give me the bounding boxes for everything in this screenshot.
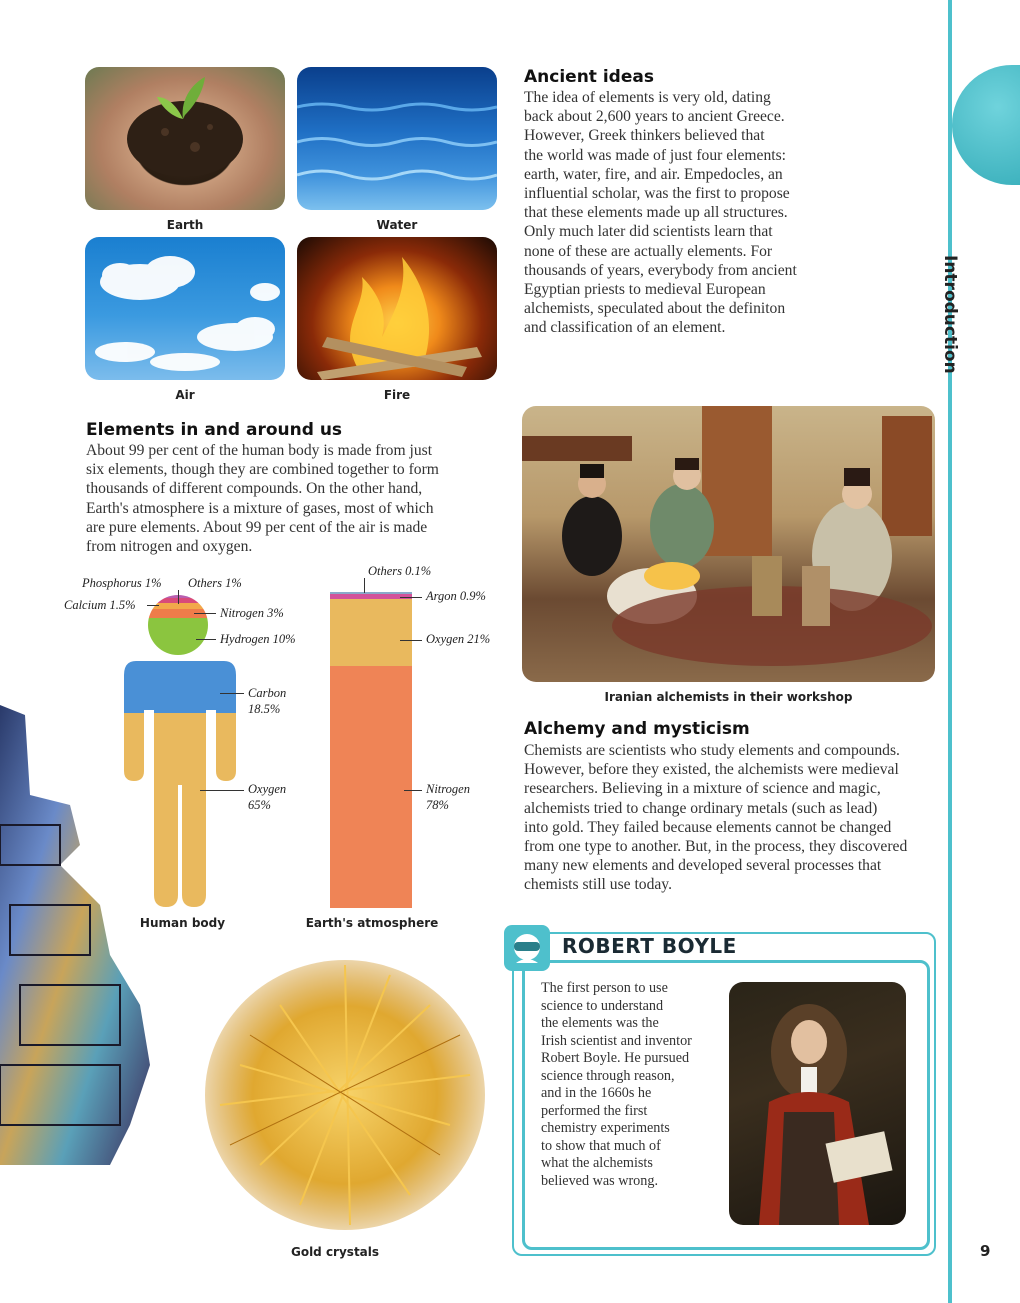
portrait-figure-icon <box>729 982 906 1225</box>
section-title: Introduction <box>940 255 960 374</box>
section-tab <box>952 65 1020 185</box>
text-line: many new elements and developed several processes that <box>524 857 882 875</box>
human-body-caption: Human body <box>139 916 226 930</box>
text-line: and in the 1660s he <box>541 1085 652 1101</box>
others-atm-label: Others 0.1% <box>368 564 432 578</box>
text-line: and classification of an element. <box>524 319 726 337</box>
around-heading: Elements in and around us <box>86 420 343 440</box>
hydrogen-label: Hydrogen 10% <box>220 632 296 646</box>
text-line: that these elements made up all structures. <box>524 204 788 222</box>
leader-line <box>400 597 422 598</box>
scientist-goggles-icon <box>504 925 550 971</box>
gold-crystals-icon <box>200 945 490 1240</box>
atmosphere-bar <box>330 590 412 908</box>
argon-label: Argon 0.9% <box>426 589 486 603</box>
bar-others-atm <box>330 592 412 594</box>
text-line: into gold. They failed because elements cannot be changed <box>524 818 892 836</box>
text-line: chemistry experiments <box>541 1120 670 1136</box>
fire-photo <box>297 237 497 380</box>
water-photo <box>297 67 497 210</box>
ancient-heading: Ancient ideas <box>524 67 654 87</box>
others-body-label: Others 1% <box>188 576 242 590</box>
bar-nitrogen-atm <box>330 666 412 908</box>
text-line: performed the first <box>541 1102 648 1119</box>
text-line: Chemists are scientists who study elements and compounds. <box>524 742 900 759</box>
calcium-label: Calcium 1.5% <box>64 598 136 612</box>
phosphorus-label: Phosphorus 1% <box>82 576 162 590</box>
nitrogen-atm-label: Nitrogen 78% <box>426 782 470 812</box>
leader-line <box>147 605 159 606</box>
text-line: About 99 per cent of the human body is made from just <box>86 442 433 459</box>
around-text <box>86 441 486 556</box>
earth-photo <box>85 67 285 210</box>
text-line: the elements was the <box>541 1015 659 1031</box>
text-line: researchers. Believing in a mixture of science and magic, <box>524 780 881 798</box>
side-rule <box>948 0 952 1303</box>
text-line: Irish scientist and inventor <box>541 1032 692 1049</box>
boyle-text <box>541 980 721 1190</box>
gold-caption: Gold crystals <box>290 1245 380 1259</box>
water-caption: Water <box>376 218 418 232</box>
air-caption: Air <box>175 388 195 402</box>
text-line: the world was made of just four elements: <box>524 146 786 164</box>
text-line: science through reason, <box>541 1067 675 1084</box>
bismuth-crystal-icon <box>0 705 160 1175</box>
text-line: chemists still use today. <box>524 876 672 894</box>
flame-icon <box>297 237 497 380</box>
text-line: However, Greek thinkers believed that <box>524 127 765 145</box>
oxygen-atm-label: Oxygen 21% <box>426 632 491 646</box>
text-line: Robert Boyle. He pursued <box>541 1050 690 1066</box>
text-line: Only much later did scientists learn that <box>524 223 773 241</box>
text-line: However, before they existed, the alchemists were medieval <box>524 761 899 779</box>
alchemy-heading: Alchemy and mysticism <box>524 719 750 739</box>
oxygen-body-label: Oxygen 65% <box>248 782 287 812</box>
text-line: alchemists tried to change ordinary metals (such as lead) <box>524 799 878 817</box>
text-line: believed was wrong. <box>541 1172 659 1189</box>
nitrogen-body-label: Nitrogen 3% <box>220 606 284 620</box>
text-line: science to understand <box>541 997 664 1014</box>
earth-caption: Earth <box>166 218 204 232</box>
text-line: The first person to use <box>541 980 668 996</box>
text-line: from one type to another. But, in the process, they discovered <box>524 838 908 856</box>
clouds-icon <box>85 237 285 380</box>
leader-line <box>400 640 422 641</box>
bar-oxygen-atm <box>330 599 412 666</box>
fire-caption: Fire <box>383 388 411 402</box>
boyle-title: ROBERT BOYLE <box>562 934 737 958</box>
text-line: six elements, though they are combined together to form <box>86 461 439 479</box>
text-line: back about 2,600 years to ancient Greece. <box>524 108 785 126</box>
text-line: are pure elements. About 99 per cent of the air is made <box>86 518 428 536</box>
text-line: to show that much of <box>541 1137 661 1154</box>
atmosphere-chart <box>330 590 412 908</box>
text-line: what the alchemists <box>541 1155 653 1171</box>
waves-icon <box>297 67 497 210</box>
text-line: thousands of years, everybody from ancient <box>524 261 797 279</box>
bar-phosphorus <box>140 598 220 603</box>
alchemists-scene-icon <box>522 406 935 682</box>
leader-line <box>404 790 422 791</box>
gold-crystals-image <box>200 945 490 1240</box>
leader-line <box>194 613 216 614</box>
text-line: influential scholar, was the first to propose <box>524 185 790 203</box>
bar-others <box>140 593 220 598</box>
text-line: alchemists, speculated about the definiton <box>524 300 786 318</box>
bismuth-crystal-image <box>0 705 160 1175</box>
text-line: from nitrogen and oxygen. <box>86 538 253 556</box>
leader-line <box>220 693 244 694</box>
seedling-icon <box>85 67 285 210</box>
alchemy-text <box>524 741 944 895</box>
bar-calcium <box>140 603 220 609</box>
text-line: The idea of elements is very old, dating <box>524 89 771 106</box>
bar-hydrogen <box>140 618 220 658</box>
boyle-portrait <box>729 982 906 1225</box>
text-line: Egyptian priests to medieval European <box>524 281 766 299</box>
leader-line <box>196 639 216 640</box>
alchemists-painting <box>522 406 935 682</box>
text-line: thousands of different compounds. On the other hand, <box>86 480 423 498</box>
ancient-text <box>524 88 854 338</box>
leader-line <box>200 790 244 791</box>
atmosphere-caption: Earth's atmosphere <box>305 916 439 930</box>
page-number: 9 <box>980 1242 991 1260</box>
text-line: Earth's atmosphere is a mixture of gases, most of which <box>86 499 434 517</box>
air-photo <box>85 237 285 380</box>
text-line: none of these are actually elements. For <box>524 242 773 260</box>
leader-line <box>178 590 179 604</box>
leader-line <box>364 578 365 593</box>
alchemists-caption: Iranian alchemists in their workshop <box>604 690 853 704</box>
carbon-label: Carbon 18.5% <box>248 686 287 716</box>
text-line: earth, water, fire, and air. Empedocles, an <box>524 165 783 183</box>
